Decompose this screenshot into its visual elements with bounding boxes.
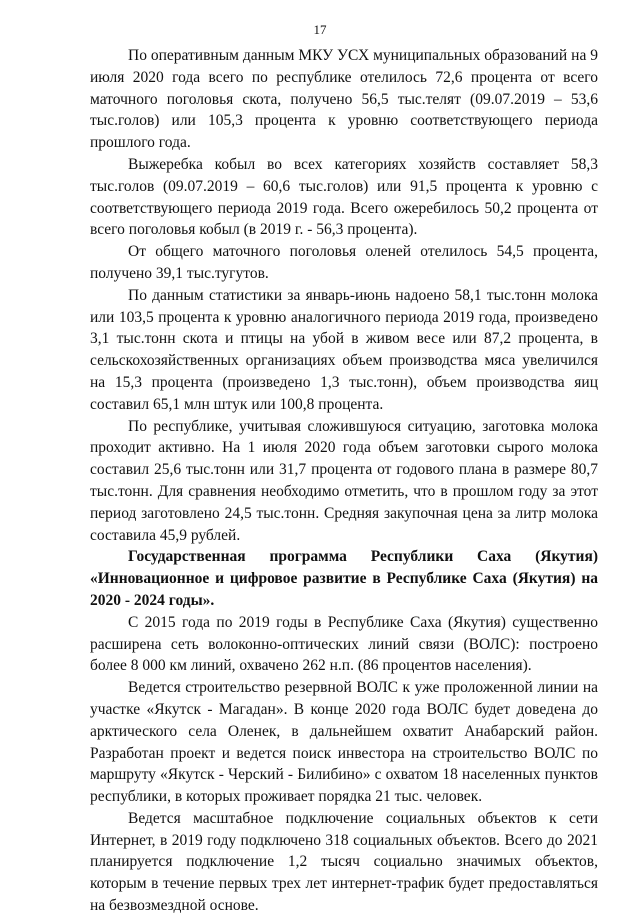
paragraph-foaling: Выжеребка кобыл во всех категориях хозяйств составляет 58,3 тыс.голов (09.07.2019 – 60,6 тыс.голов) или 91,5 процента к уровню с соответствующего периода 2019 года. Всего ожеребилось 50,2 процента от всего поголовья кобыл (в 2019 г. - 56,3 процента). xyxy=(90,155,598,239)
section-heading: Государственная программа Республики Саха (Якутия) «Инновационное и цифровое развитие в Республике Саха (Якутия) на 2020 - 2024 годы». xyxy=(90,548,598,609)
paragraph-internet-connection: Ведется масштабное подключение социальных объектов к сети Интернет, в 2019 году подключено 318 социальных объектов. Всего до 2021 планируется подключение 1,2 тысяч социально значимых объектов, которым в течение первых трех лет интернет-трафик будет предоставляться на безвозмездной основе. xyxy=(90,809,598,915)
paragraph-fiber-network: С 2015 года по 2019 годы в Республике Саха (Якутия) существенно расширена сеть волоконно-оптических линий связи (ВОЛС): построено более 8 000 км линий, охвачено 262 н.п. (86 процентов населения). xyxy=(90,613,598,675)
paragraph-milk-procurement: По республике, учитывая сложившуюся ситуацию, заготовка молока проходит активно. На 1 июля 2020 года объем заготовки сырого молока составил 25,6 тыс.тонн или 31,7 процента от годового плана в размере 80,7 тыс.тонн. Для сравнения необходимо отметить, что в прошлом году за этот период заготовлено 24,5 тыс.тонн. Средняя закупочная цена за литр молока составила 45,9 рублей. xyxy=(90,417,598,544)
paragraph-calving: По оперативным данным МКУ УСХ муниципальных образований на 9 июля 2020 года всего по республике отелилось 72,6 процента от всего маточного поголовья скота, получено 56,5 тыс.телят (09.07.2019 – 53,6 тыс.голов) или 105,3 процента к уровню соответствующего периода прошлого года. xyxy=(90,47,598,152)
paragraph-milk-statistics: По данным статистики за январь-июнь надоено 58,1 тыс.тонн молока или 103,5 процента к уровню аналогичного периода 2019 года, произведено 3,1 тыс.тонн скота и птицы на убой в живом весе или 87,2 процента, в сельскохозяйственных организациях объем производства мяса увеличился на 15,3 процента (произведено 1,3 тыс.тонн), объем производства яиц составил 65,1 млн штук или 100,8 процента. xyxy=(90,286,598,413)
document-body xyxy=(90,45,598,917)
paragraph-reindeer: От общего маточного поголовья оленей отелилось 54,5 процента, получено 39,1 тыс.тугутов. xyxy=(90,243,598,282)
paragraph-backup-line: Ведется строительство резервной ВОЛС к уже проложенной линии на участке «Якутск - Магадан». В конце 2020 года ВОЛС будет доведена до арктического села Оленек, в дальнейшем охватит Анабарский район. Разработан проект и ведется поиск инвестора на строительство ВОЛС по маршруту «Якутск - Черский - Билибино» с охватом 18 населенных пунктов республики, в которых проживает порядка 21 тыс. человек. xyxy=(90,679,598,806)
page-number: 17 xyxy=(313,22,327,37)
